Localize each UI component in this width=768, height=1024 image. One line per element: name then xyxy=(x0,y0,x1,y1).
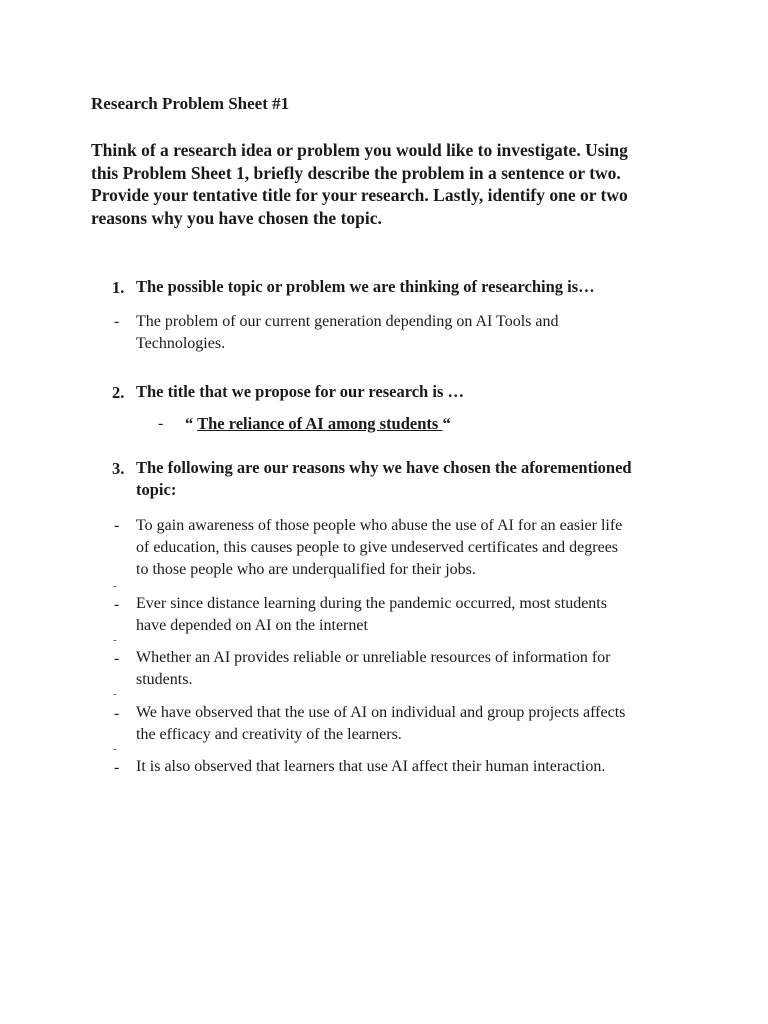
reason-line: Whether an AI provides reliable or unreliable resources of information for xyxy=(136,649,611,666)
intro-line: reasons why you have chosen the topic. xyxy=(91,207,382,228)
reason-dash: - xyxy=(114,705,120,722)
question-2-number: 2. xyxy=(112,383,125,402)
question-3-line: topic: xyxy=(136,480,177,499)
question-3-number: 3. xyxy=(112,459,125,478)
answer-1-text xyxy=(136,311,558,355)
reason-dash: - xyxy=(114,650,120,667)
question-3-line: The following are our reasons why we have chosen the aforementioned xyxy=(136,458,632,477)
question-3-text xyxy=(136,457,632,501)
reason-item xyxy=(136,702,625,746)
reason-dash: - xyxy=(114,759,120,776)
answer-1-line: Technologies. xyxy=(136,335,226,352)
intro-line: this Problem Sheet 1, briefly describe the problem in a sentence or two. xyxy=(91,162,621,183)
reason-item xyxy=(136,647,610,691)
reason-line: the efficacy and creativity of the learners. xyxy=(136,726,402,743)
reason-line: of education, this causes people to give undeserved certificates and degrees xyxy=(136,539,619,556)
question-1-text: The possible topic or problem we are thinking of researching is… xyxy=(136,277,595,296)
title-open-quote: “ xyxy=(185,414,198,433)
reason-item xyxy=(136,593,607,637)
reason-line: Ever since distance learning during the pandemic occurred, most students xyxy=(136,595,607,612)
proposed-title xyxy=(185,414,451,434)
reason-dash: - xyxy=(114,517,120,534)
title-close-quote: “ xyxy=(442,414,451,433)
reason-line: We have observed that the use of AI on individual and group projects affects xyxy=(136,704,626,721)
question-1-number: 1. xyxy=(112,278,125,297)
reason-line: have depended on AI on the internet xyxy=(136,617,368,634)
spacer-dash: - xyxy=(113,580,117,592)
reason-line: To gain awareness of those people who abuse the use of AI for an easier life xyxy=(136,517,623,534)
reason-line: to those people who are underqualified for their jobs. xyxy=(136,561,476,578)
spacer-dash: - xyxy=(113,634,117,646)
reason-item xyxy=(136,756,605,778)
answer-1-dash: - xyxy=(114,313,120,330)
title-dash: - xyxy=(158,415,164,432)
answer-1-line: The problem of our current generation depending on AI Tools and xyxy=(136,313,559,330)
intro-line: Think of a research idea or problem you would like to investigate. Using xyxy=(91,140,628,160)
reason-item xyxy=(136,515,622,581)
reason-line: It is also observed that learners that use AI affect their human interaction. xyxy=(136,758,606,775)
reason-line: students. xyxy=(136,671,193,688)
reason-dash: - xyxy=(114,596,120,613)
question-2-text: The title that we propose for our research is … xyxy=(136,382,464,401)
title-text: The reliance of AI among students xyxy=(197,414,443,433)
spacer-dash: - xyxy=(113,743,117,755)
intro-line: Provide your tentative title for your research. Lastly, identify one or two xyxy=(91,185,628,205)
intro-paragraph xyxy=(91,139,691,229)
spacer-dash: - xyxy=(113,688,117,700)
sheet-heading: Research Problem Sheet #1 xyxy=(91,94,290,113)
